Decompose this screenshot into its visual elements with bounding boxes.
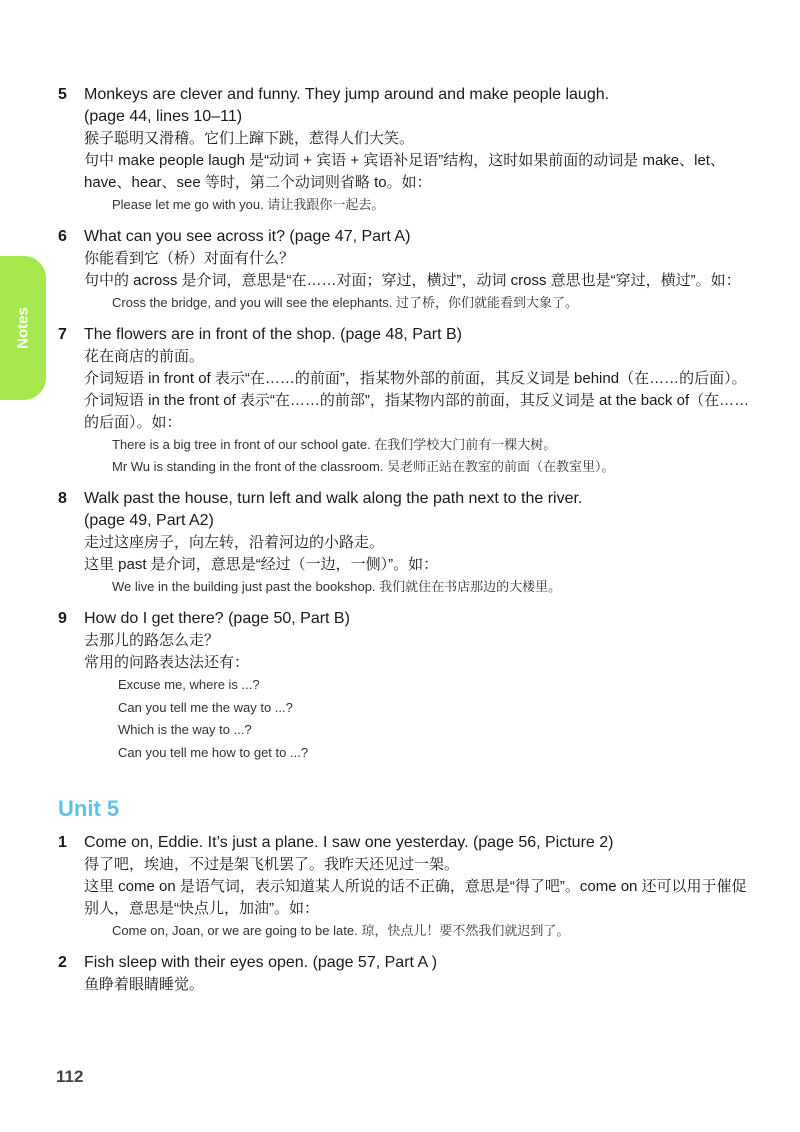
note-number: 5 <box>58 86 67 103</box>
note-number: 2 <box>58 954 67 971</box>
note-number: 9 <box>58 610 67 627</box>
note-reference: (page 49, Part A2) <box>84 512 214 529</box>
note-item-5 <box>58 84 760 216</box>
phrase-example: Excuse me, where is ...? <box>118 677 260 692</box>
page-number: 112 <box>56 1067 84 1086</box>
note-sentence: Monkeys are clever and funny. They jump around and make people laugh. <box>84 86 610 103</box>
note-example: Cross the bridge, and you will see the elephants. 过了桥，你们就能看到大象了。 <box>112 295 579 310</box>
note-explanation: 句中 make people laugh 是“动词 + 宾语 + 宾语补足语”结构，这时如果前面的动词是 make、let、have、hear、see 等时，第二个动词则省略 to。如： <box>84 152 725 191</box>
note-sentence: Fish sleep with their eyes open. (page 57, Part A ) <box>84 954 438 971</box>
note-explanation: 这里 come on 是语气词，表示知道某人所说的话不正确，意思是“得了吧”。come on 还可以用于催促别人，意思是“快点儿，加油”。如： <box>84 878 747 917</box>
note-translation: 你能看到它（桥）对面有什么？ <box>84 250 295 267</box>
notes-side-tab <box>0 256 46 400</box>
note-example: Come on, Joan, or we are going to be late. 琼，快点儿！要不然我们就迟到了。 <box>112 923 570 938</box>
note-explanation: 介词短语 in front of 表示“在……的前面”，指某物外部的前面，其反义词是 behind（在……的后面）。 <box>84 370 747 387</box>
phrase-example: Can you tell me the way to ...? <box>118 699 293 715</box>
note-item-9 <box>58 608 760 764</box>
note-item-7 <box>58 324 760 478</box>
note-number: 6 <box>58 228 67 245</box>
note-translation: 鱼睁着眼睛睡觉。 <box>84 976 205 993</box>
phrase-example: Which is the way to ...? <box>118 722 252 737</box>
unit5-note-item-1 <box>58 832 760 942</box>
note-translation: 去那儿的路怎么走？ <box>84 632 220 649</box>
note-translation: 猴子聪明又滑稽。它们上蹿下跳，惹得人们大笑。 <box>84 130 415 147</box>
note-explanation: 句中的 across 是介词，意思是“在……对面；穿过，横过”，动词 cross 意思也是“穿过，横过”。如： <box>84 272 741 289</box>
unit-heading: Unit 5 <box>58 796 120 821</box>
note-item-6 <box>58 226 760 314</box>
note-sentence: Walk past the house, turn left and walk along the path next to the river. <box>84 490 583 507</box>
note-example: Mr Wu is standing in the front of the classroom. 吴老师正站在教室的前面（在教室里）。 <box>112 459 615 474</box>
note-sentence: The flowers are in front of the shop. (page 48, Part B) <box>84 326 462 343</box>
note-number: 8 <box>58 490 67 507</box>
notes-tab-label: Notes <box>14 307 32 349</box>
note-example: Please let me go with you. 请让我跟你一起去。 <box>112 197 385 212</box>
note-sentence: What can you see across it? (page 47, Part A) <box>84 228 411 245</box>
note-sentence: Come on, Eddie. It’s just a plane. I saw one yesterday. (page 56, Picture 2) <box>84 834 614 851</box>
note-number: 1 <box>58 834 67 851</box>
note-translation: 花在商店的前面。 <box>84 348 205 365</box>
unit5-note-item-2 <box>58 952 760 996</box>
note-translation: 走过这座房子，向左转，沿着河边的小路走。 <box>84 534 385 551</box>
phrase-example: Can you tell me how to get to ...? <box>118 744 309 760</box>
note-explanation: 常用的问路表达法还有： <box>84 654 250 671</box>
note-number: 7 <box>58 326 67 343</box>
note-example: We live in the building just past the bookshop. 我们就住在书店那边的大楼里。 <box>112 579 562 594</box>
note-sentence: How do I get there? (page 50, Part B) <box>84 610 350 627</box>
note-explanation: 这里 past 是介词，意思是“经过（一边，一侧）”。如： <box>84 556 439 573</box>
note-explanation: 介词短语 in the front of 表示“在……的前部”，指某物内部的前面，其反义词是 at the back of（在……的后面）。如： <box>84 392 750 431</box>
note-reference: (page 44, lines 10–11) <box>84 108 243 125</box>
notes-content <box>58 84 760 1006</box>
note-item-8 <box>58 488 760 598</box>
note-translation: 得了吧，埃迪，不过是架飞机罢了。我昨天还见过一架。 <box>84 856 460 873</box>
note-example: There is a big tree in front of our school gate. 在我们学校大门前有一棵大树。 <box>112 437 557 452</box>
